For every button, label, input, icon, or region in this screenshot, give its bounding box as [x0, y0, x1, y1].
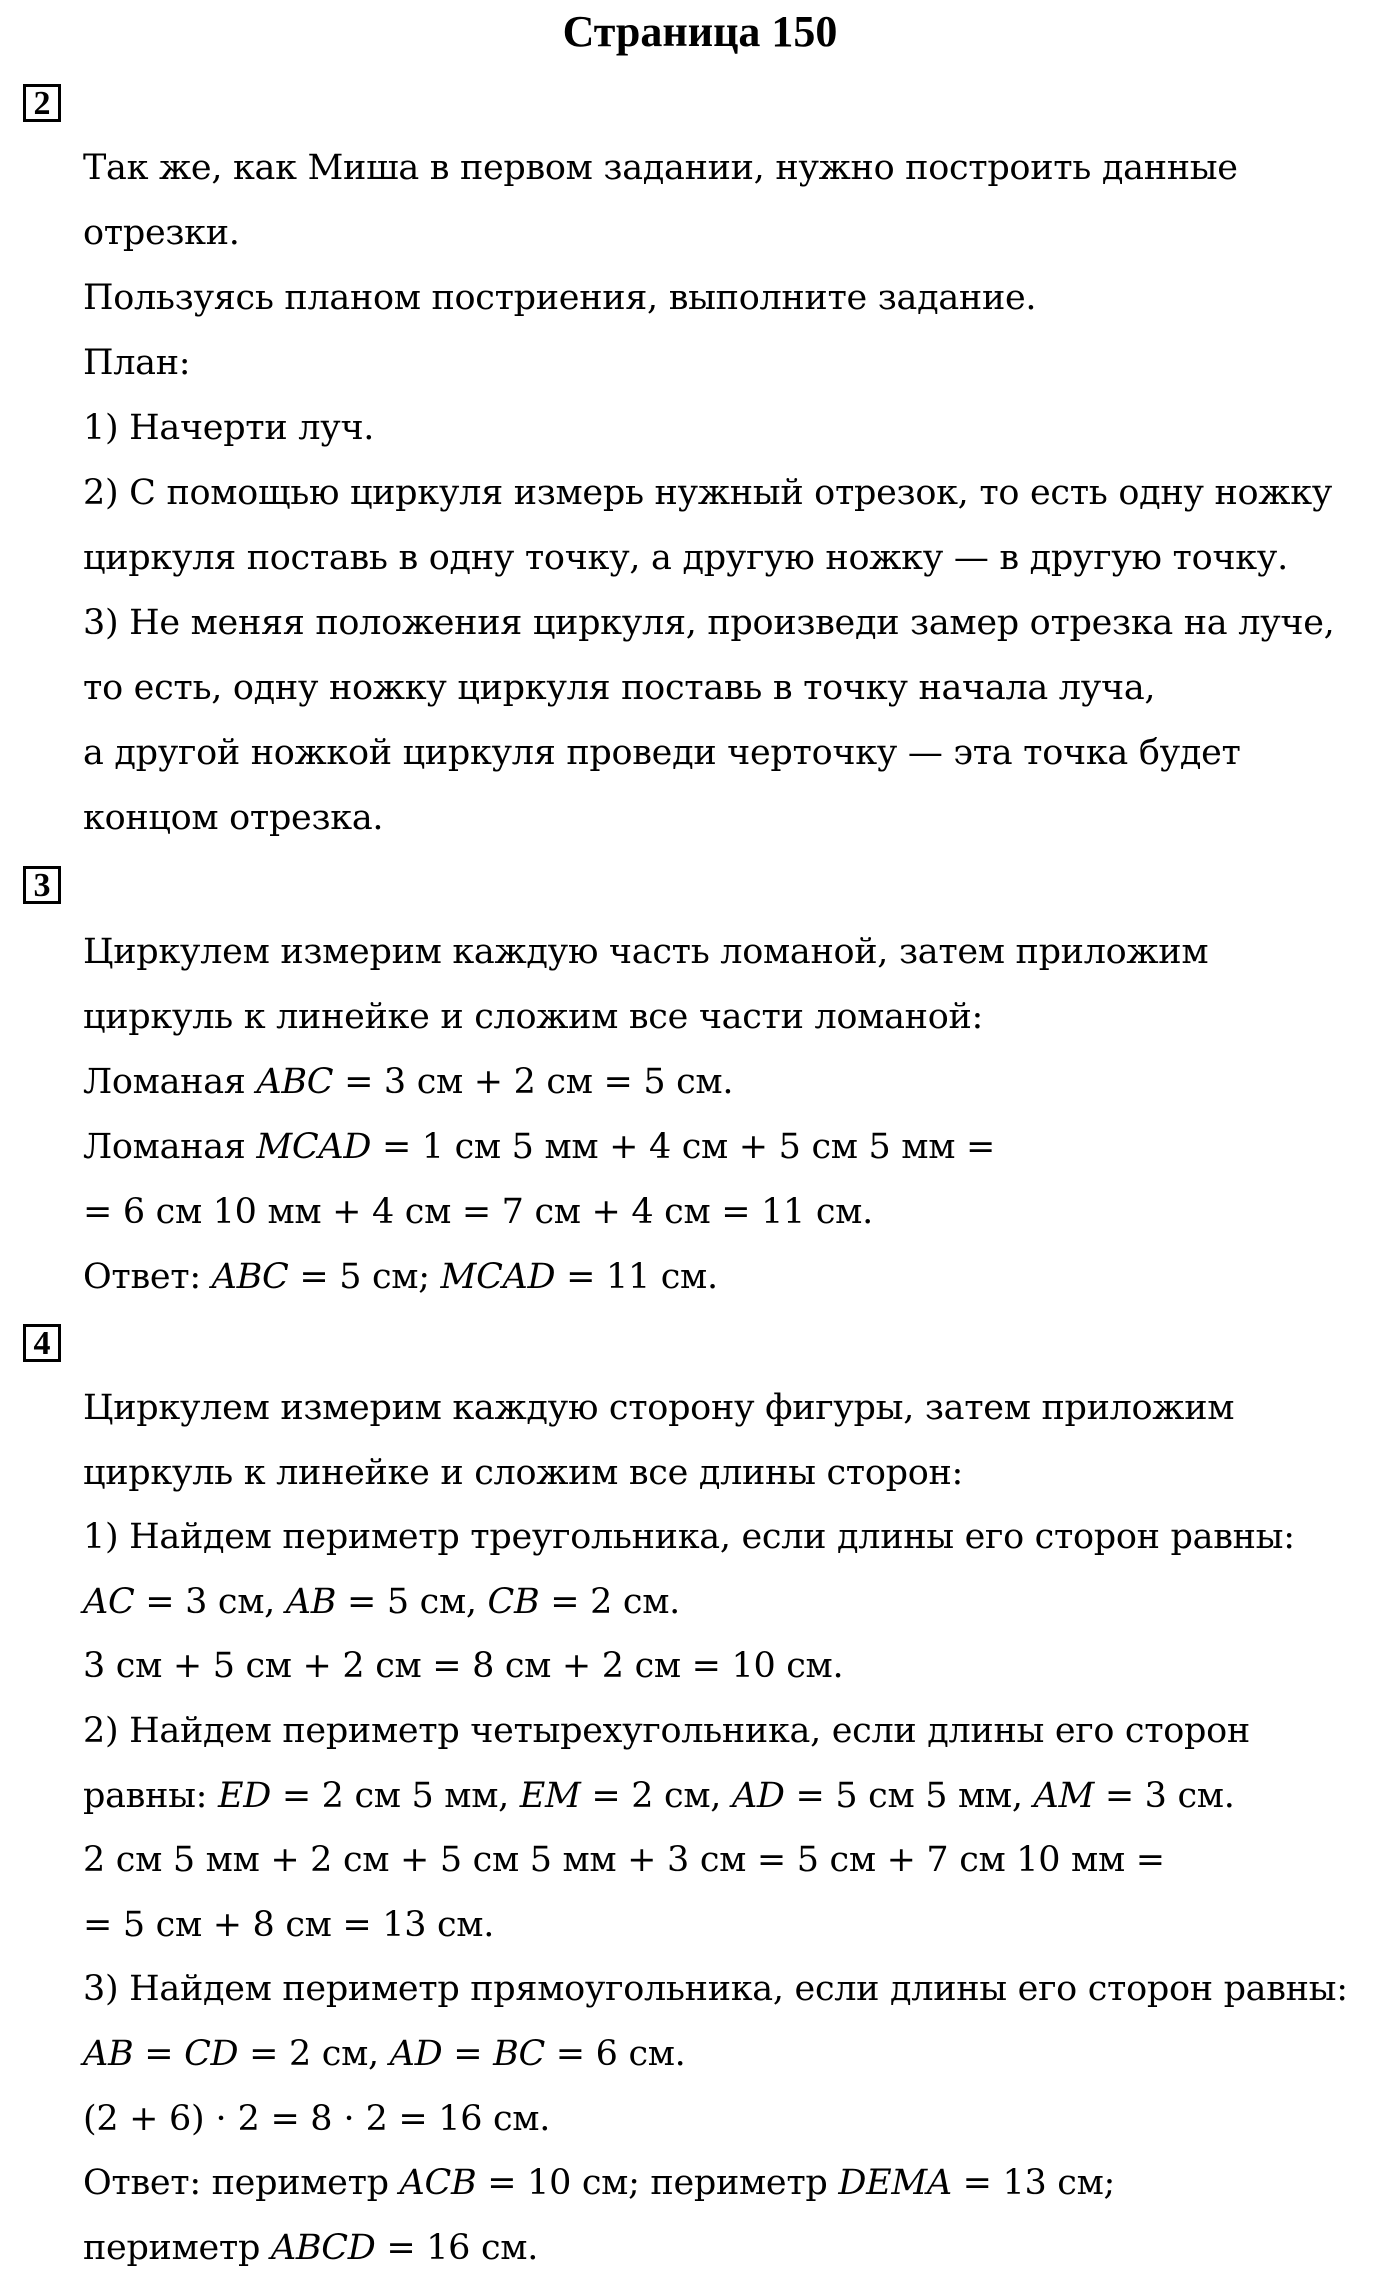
- text-line: 3) Не меняя положения циркуля, произведи замер отрезка на луче,: [83, 603, 1335, 643]
- text-line: а другой ножкой циркуля проведи черточку — эта точка будет: [83, 733, 1241, 773]
- text-line: отрезки.: [83, 213, 240, 253]
- text-line: концом отрезка.: [83, 798, 384, 838]
- text-line: = 5 см + 8 см = 13 см.: [83, 1904, 495, 1945]
- text-line: циркуля поставь в одну точку, а другую ножку — в другую точку.: [83, 538, 1288, 578]
- text-line: 2 см 5 мм + 2 см + 5 см 5 мм + 3 см = 5 см + 7 см 10 мм =: [83, 1840, 1165, 1881]
- text-line: 1) Найдем периметр треугольника, если длины его сторон равны:: [83, 1517, 1295, 1558]
- text-line: 2) Найдем периметр четырехугольника, если длины его сторон: [83, 1710, 1250, 1751]
- text-line: Циркулем измерим каждую часть ломаной, затем приложим: [83, 932, 1209, 972]
- text-line: 𝐴𝐵 = 𝐶𝐷 = 2 см, 𝐴𝐷 = 𝐵𝐶 = 6 см.: [83, 2033, 686, 2074]
- text-line: то есть, одну ножку циркуля поставь в точку начала луча,: [83, 668, 1156, 708]
- text-line: 3) Найдем периметр прямоугольника, если длины его сторон равны:: [83, 1969, 1348, 2010]
- text-line: 𝐴𝐶 = 3 см, 𝐴𝐵 = 5 см, 𝐶𝐵 = 2 см.: [83, 1581, 680, 1622]
- text-line: периметр 𝐴𝐵𝐶𝐷 = 16 см.: [83, 2227, 539, 2268]
- page-title: Страница 150: [562, 7, 838, 56]
- text-line: Ломаная 𝑀𝐶𝐴𝐷 = 1 см 5 мм + 4 см + 5 см 5 мм =: [83, 1127, 996, 1167]
- text-line: (2 + 6) ⋅ 2 = 8 ⋅ 2 = 16 см.: [83, 2098, 551, 2139]
- text-line: Так же, как Миша в первом задании, нужно построить данные: [83, 148, 1238, 188]
- task-number-2: 2: [23, 84, 61, 122]
- text-line: Циркулем измерим каждую сторону фигуры, затем приложим: [83, 1388, 1235, 1428]
- text-line: = 6 см 10 мм + 4 см = 7 см + 4 см = 11 см.: [83, 1192, 873, 1232]
- text-line: Ломаная 𝐴𝐵𝐶 = 3 см + 2 см = 5 см.: [83, 1062, 734, 1102]
- task-4-text: [83, 1376, 1383, 2280]
- text-line: 3 см + 5 см + 2 см = 8 см + 2 см = 10 см.: [83, 1646, 844, 1687]
- text-line: 1) Начерти луч.: [83, 408, 375, 448]
- text-line: План:: [83, 343, 191, 383]
- text-line: 2) С помощью циркуля измерь нужный отрезок, то есть одну ножку: [83, 473, 1333, 513]
- text-line: Ответ: периметр 𝐴𝐶𝐵 = 10 см; периметр 𝐷𝐸𝑀𝐴 = 13 см;: [83, 2163, 1116, 2204]
- task-number-4: 4: [23, 1324, 61, 1362]
- task-number-3: 3: [23, 866, 61, 904]
- text-line: циркуль к линейке и сложим все части ломаной:: [83, 997, 983, 1037]
- text-line: циркуль к линейке и сложим все длины сторон:: [83, 1452, 964, 1493]
- text-line: Ответ: 𝐴𝐵𝐶 = 5 см; 𝑀𝐶𝐴𝐷 = 11 см.: [83, 1257, 718, 1297]
- text-line: равны: 𝐸𝐷 = 2 см 5 мм, 𝐸𝑀 = 2 см, 𝐴𝐷 = 5 см 5 мм, 𝐴𝑀 = 3 см.: [83, 1775, 1235, 1816]
- task-3-text: [83, 920, 1383, 1310]
- task-2-text: [83, 136, 1383, 851]
- text-line: Пользуясь планом постриения, выполните задание.: [83, 278, 1037, 318]
